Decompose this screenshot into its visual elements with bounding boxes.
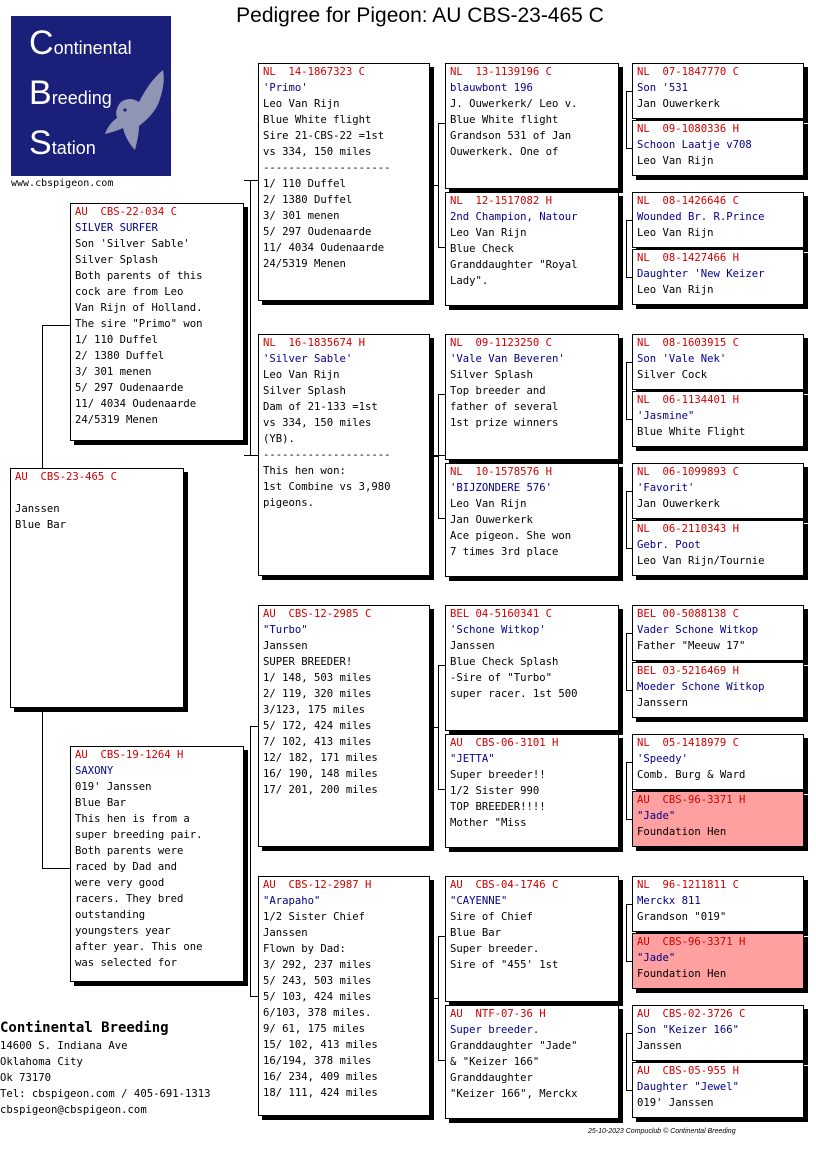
connector-line (244, 180, 258, 181)
info-line: Jan Ouwerkerk (637, 498, 720, 510)
pigeon-name: 'Jasmine" (637, 410, 695, 422)
ring-number: AU NTF-07-36 H (450, 1008, 546, 1020)
connector-line (250, 455, 258, 456)
ring-number: AU CBS-22-034 C (75, 206, 178, 218)
info-line: Top breeder and (450, 385, 546, 397)
info-line: Grandson 531 of Jan (450, 130, 572, 142)
pigeon-name: Son "Keizer 166" (637, 1024, 740, 1036)
great-grandparent-card (445, 1005, 619, 1119)
pigeon-name: Moeder Schone Witkop (637, 681, 765, 693)
connector-line (626, 220, 627, 277)
info-line: 11/ 4034 Oudenaarde (75, 398, 197, 410)
info-line: Jan Ouwerkerk (450, 514, 533, 526)
pigeon-name: Gebr. Poot (637, 539, 701, 551)
connector-line (430, 727, 438, 728)
info-line: 11/ 4034 Oudenaarde (263, 242, 385, 254)
ring-number: AU CBS-04-1746 C (450, 879, 559, 891)
grandparent-card (258, 63, 430, 301)
ring-number: AU CBS-02-3726 C (637, 1008, 746, 1020)
connector-line (438, 665, 439, 789)
pigeon-name: "Jade" (637, 810, 676, 822)
info-line: 2/ 1380 Duffel (75, 350, 165, 362)
info-line: 5/ 297 Oudenaarde (263, 226, 372, 238)
great-great-grandparent-card (632, 1062, 804, 1118)
ring-number: AU CBS-23-465 C (15, 471, 118, 483)
info-line: raced by Dad and (75, 861, 178, 873)
info-line: Van Rijn of Holland. (75, 302, 203, 314)
connector-line (438, 123, 445, 124)
info-line: 9/ 61, 175 miles (263, 1023, 366, 1035)
info-line: 3/ 301 menen (263, 210, 340, 222)
info-line: Both parents were (75, 845, 184, 857)
pigeon-name: Son '531 (637, 82, 689, 94)
info-line: super racer. 1st 500 (450, 688, 578, 700)
great-great-grandparent-card (632, 520, 804, 576)
pigeon-name: Wounded Br. R.Prince (637, 211, 765, 223)
info-line: Foundation Hen (637, 968, 727, 980)
info-line: 1/ 110 Duffel (75, 334, 158, 346)
connector-line (438, 936, 439, 1060)
connector-line (626, 904, 627, 961)
info-line: Granddaughter "Royal (450, 259, 578, 271)
ring-number: AU CBS-12-2987 H (263, 879, 372, 891)
logo-line-3: Station (29, 124, 96, 162)
grandparent-card (258, 605, 430, 847)
connector-line (430, 185, 438, 186)
great-great-grandparent-card (632, 334, 804, 390)
pigeon-name: Schoon Laatje v708 (637, 139, 752, 151)
info-line: Blue White flight (263, 114, 372, 126)
info-line: 1/ 110 Duffel (263, 178, 346, 190)
ring-number: NL 09-1080336 H (637, 123, 740, 135)
info-line: Silver Cock (637, 369, 708, 381)
info-line: Blue White Flight (637, 426, 746, 438)
info-line: Janssen (15, 503, 60, 515)
info-line: 1st Combine vs 3,980 (263, 481, 391, 493)
info-line: 1/2 Sister Chief (263, 911, 366, 923)
contact-line: 14600 S. Indiana Ave (0, 1040, 128, 1052)
info-line: -Sire of "Turbo" (450, 672, 553, 684)
info-line: Sire of Chief (450, 911, 533, 923)
info-line: 5/ 103, 424 miles (263, 991, 372, 1003)
logo (11, 16, 171, 176)
sire-card (70, 203, 244, 441)
info-line: vs 334, 150 miles (263, 146, 372, 158)
pigeon-name: Super breeder. (450, 1024, 540, 1036)
info-line (15, 485, 179, 501)
info-line: 24/5319 Menen (75, 414, 158, 426)
ring-number: BEL 00-5088138 C (637, 608, 740, 620)
info-line: Leo Van Rijn (450, 498, 527, 510)
connector-line (42, 325, 43, 468)
info-line: 12/ 182, 171 miles (263, 752, 378, 764)
info-line: Janssen (637, 1040, 682, 1052)
info-line: TOP BREEDER!!!! (450, 801, 546, 813)
page-title: Pedigree for Pigeon: AU CBS-23-465 C (236, 4, 604, 27)
info-line: 5/ 297 Oudenaarde (75, 382, 184, 394)
ring-number: AU CBS-96-3371 H (637, 936, 746, 948)
info-line: Ace pigeon. She won (450, 530, 572, 542)
connector-line (430, 456, 438, 457)
pigeon-name: Vader Schone Witkop (637, 624, 759, 636)
ring-number: AU CBS-96-3371 H (637, 794, 746, 806)
ring-number: NL 14-1867323 C (263, 66, 366, 78)
ring-number: NL 08-1603915 C (637, 337, 740, 349)
info-line: Ouwerkerk. One of (450, 146, 559, 158)
info-line: The sire "Primo" won (75, 318, 203, 330)
info-line: Foundation Hen (637, 826, 727, 838)
info-line: 3/ 292, 237 miles (263, 959, 372, 971)
subject-pigeon-card (10, 468, 184, 708)
ring-number: NL 09-1123250 C (450, 337, 553, 349)
connector-line (42, 868, 70, 869)
info-line: Leo Van Rijn (450, 227, 527, 239)
great-great-grandparent-card (632, 463, 804, 519)
ring-number: NL 05-1418979 C (637, 737, 740, 749)
connector-line (438, 394, 445, 395)
connector-line (438, 123, 439, 247)
ring-number: NL 06-1099893 C (637, 466, 740, 478)
info-line: Leo Van Rijn (637, 284, 714, 296)
connector-line (250, 180, 251, 455)
ring-number: NL 08-1427466 H (637, 252, 740, 264)
great-grandparent-card (445, 876, 619, 1002)
info-line: Super breeder!! (450, 769, 546, 781)
info-line: Blue Bar (75, 797, 127, 809)
ring-number: NL 13-1139196 C (450, 66, 553, 78)
dam-card (70, 746, 244, 982)
info-line: super breeding pair. (75, 829, 203, 841)
pigeon-name: "Arapaho" (263, 895, 321, 907)
pigeon-name: SAXONY (75, 765, 114, 777)
great-grandparent-card (445, 734, 619, 848)
great-great-grandparent-card (632, 734, 804, 790)
info-line: were very good (75, 877, 165, 889)
info-line: 5/ 172, 424 miles (263, 720, 372, 732)
info-line: Blue Bar (15, 519, 67, 531)
info-line: SUPER BREEDER! (263, 656, 353, 668)
great-grandparent-card (445, 63, 619, 189)
great-great-grandparent-card (632, 933, 804, 989)
info-line: pigeons. (263, 497, 315, 509)
ring-number: NL 12-1517082 H (450, 195, 553, 207)
pigeon-name: 'Schone Witkop' (450, 624, 546, 636)
info-line: father of several (450, 401, 559, 413)
info-line: This hen won: (263, 465, 346, 477)
org-name: Continental Breeding (0, 1020, 169, 1036)
pigeon-name: "CAYENNE" (450, 895, 508, 907)
connector-line (626, 491, 627, 548)
connector-line (438, 789, 445, 790)
info-line: 18/ 111, 424 miles (263, 1087, 378, 1099)
ring-number: NL 07-1847770 C (637, 66, 740, 78)
info-line: Silver Splash (450, 369, 533, 381)
info-line: 1/2 Sister 990 (450, 785, 540, 797)
info-line: cock are from Leo (75, 286, 184, 298)
info-line: 5/ 243, 503 miles (263, 975, 372, 987)
info-line: Father "Meeuw 17" (637, 640, 746, 652)
info-line: Janssen (263, 927, 308, 939)
info-line: vs 334, 150 miles (263, 417, 372, 429)
ring-number: NL 96-1211811 C (637, 879, 740, 891)
pigeon-name: blauwbont 196 (450, 82, 533, 94)
info-line: This hen is from a (75, 813, 190, 825)
connector-line (250, 726, 251, 996)
info-line: Comb. Burg & Ward (637, 769, 746, 781)
logo-line-1: Continental (29, 24, 132, 62)
info-line: Granddaughter "Jade" (450, 1040, 578, 1052)
ring-number: NL 08-1426646 C (637, 195, 740, 207)
info-line: 6/103, 378 miles. (263, 1007, 372, 1019)
contact-line: Ok 73170 (0, 1072, 52, 1084)
info-line: 019' Janssen (75, 781, 152, 793)
great-great-grandparent-card (632, 662, 804, 718)
pigeon-name: 'Favorit' (637, 482, 695, 494)
ring-number: AU CBS-05-955 H (637, 1065, 740, 1077)
info-line: Blue White flight (450, 114, 559, 126)
info-line: Leo Van Rijn (263, 98, 340, 110)
ring-number: AU CBS-12-2985 C (263, 608, 372, 620)
info-line: 1/ 148, 503 miles (263, 672, 372, 684)
pigeon-name: 2nd Champion, Natour (450, 211, 578, 223)
info-line: Super breeder. (450, 943, 540, 955)
great-great-grandparent-card (632, 120, 804, 176)
pigeon-name: Merckx 811 (637, 895, 701, 907)
info-line: outstanding (75, 909, 146, 921)
connector-line (626, 1033, 627, 1090)
great-grandparent-card (445, 605, 619, 731)
grandparent-card (258, 334, 430, 576)
pigeon-name: SILVER SURFER (75, 222, 158, 234)
connector-line (626, 633, 627, 690)
grandparent-card (258, 876, 430, 1116)
info-line: racers. They bred (75, 893, 184, 905)
info-line: 1st prize winners (450, 417, 559, 429)
pigeon-name: Son 'Vale Nek' (637, 353, 727, 365)
great-great-grandparent-card (632, 391, 804, 447)
info-line: 2/ 1380 Duffel (263, 194, 353, 206)
great-great-grandparent-card (632, 1005, 804, 1061)
pigeon-name: 'BIJZONDERE 576' (450, 482, 553, 494)
connector-line (626, 762, 627, 819)
connector-line (438, 936, 445, 937)
info-line: Blue Bar (450, 927, 502, 939)
great-great-grandparent-card (632, 249, 804, 305)
great-grandparent-card (445, 192, 619, 306)
connector-line (430, 998, 438, 999)
info-line: (YB). (263, 433, 295, 445)
ring-number: BEL 04-5160341 C (450, 608, 553, 620)
ring-number: NL 06-2110343 H (637, 523, 740, 535)
info-line: Sire 21-CBS-22 =1st (263, 130, 385, 142)
pigeon-icon (103, 68, 169, 158)
info-line: Janssen (263, 640, 308, 652)
info-line: after year. This one (75, 941, 203, 953)
great-grandparent-card (445, 334, 619, 460)
info-line: Jan Ouwerkerk (637, 98, 720, 110)
connector-line (438, 394, 439, 518)
info-line: Blue Check (450, 243, 514, 255)
info-line: Both parents of this (75, 270, 203, 282)
info-line: Leo Van Rijn/Tournie (637, 555, 765, 567)
connector-line (42, 708, 43, 868)
info-line: was selected for (75, 957, 178, 969)
info-line: Silver Splash (263, 385, 346, 397)
ring-number: BEL 03-5216469 H (637, 665, 740, 677)
info-line: Son 'Silver Sable' (75, 238, 190, 250)
info-line: -------------------- (263, 449, 391, 461)
info-line: 16/ 234, 409 miles (263, 1071, 378, 1083)
footer: 25-10-2023 Compuclub © Continental Breeding (588, 1128, 736, 1135)
connector-line (250, 726, 258, 727)
website-link[interactable]: www.cbspigeon.com (11, 178, 114, 189)
info-line: 3/ 301 menen (75, 366, 152, 378)
connector-line (626, 91, 627, 148)
info-line: Silver Splash (75, 254, 158, 266)
pigeon-name: 'Primo' (263, 82, 308, 94)
pigeon-name: 'Vale Van Beveren' (450, 353, 565, 365)
info-line: 24/5319 Menen (263, 258, 346, 270)
info-line: 17/ 201, 200 miles (263, 784, 378, 796)
info-line: 019' Janssen (637, 1097, 714, 1109)
connector-line (438, 247, 445, 248)
info-line: Grandson "019" (637, 911, 727, 923)
info-line: Janssern (637, 697, 689, 709)
ring-number: AU CBS-06-3101 H (450, 737, 559, 749)
info-line: 7 times 3rd place (450, 546, 559, 558)
contact-line[interactable]: cbspigeon@cbspigeon.com (0, 1104, 147, 1116)
pigeon-name: 'Silver Sable' (263, 353, 353, 365)
info-line: Mother "Miss (450, 817, 527, 829)
ring-number: AU CBS-19-1264 H (75, 749, 184, 761)
great-great-grandparent-card (632, 63, 804, 119)
great-great-grandparent-card (632, 605, 804, 661)
ring-number: NL 06-1134401 H (637, 394, 740, 406)
ring-number: NL 16-1835674 H (263, 337, 366, 349)
info-line: Granddaughter (450, 1072, 533, 1084)
info-line: 2/ 119, 320 miles (263, 688, 372, 700)
connector-line (438, 665, 445, 666)
pigeon-name: "Turbo" (263, 624, 308, 636)
info-line: Lady". (450, 275, 489, 287)
info-line: Leo Van Rijn (637, 227, 714, 239)
connector-line (250, 996, 258, 997)
great-great-grandparent-card (632, 192, 804, 248)
info-line: Blue Check Splash (450, 656, 559, 668)
info-line: 16/ 190, 148 miles (263, 768, 378, 780)
connector-line (42, 325, 70, 326)
info-line: 7/ 102, 413 miles (263, 736, 372, 748)
contact-block (0, 1018, 210, 1118)
info-line: "Keizer 166", Merckx (450, 1088, 578, 1100)
connector-line (438, 1060, 445, 1061)
info-line: Leo Van Rijn (637, 155, 714, 167)
pigeon-name: Daughter 'New Keizer (637, 268, 765, 280)
info-line: Dam of 21-133 =1st (263, 401, 378, 413)
info-line: Flown by Dad: (263, 943, 346, 955)
pigeon-name: Daughter "Jewel" (637, 1081, 740, 1093)
contact-line[interactable]: Tel: cbspigeon.com / 405-691-1313 (0, 1088, 211, 1100)
info-line: 15/ 102, 413 miles (263, 1039, 378, 1051)
connector-line (626, 362, 627, 419)
logo-line-2: Breeding (29, 74, 112, 112)
info-line: 3/123, 175 miles (263, 704, 366, 716)
info-line: & "Keizer 166" (450, 1056, 540, 1068)
pigeon-name: "Jade" (637, 952, 676, 964)
great-great-grandparent-card (632, 876, 804, 932)
contact-line: Oklahoma City (0, 1056, 83, 1068)
info-line: youngsters year (75, 925, 171, 937)
info-line: Sire of "455' 1st (450, 959, 559, 971)
info-line: J. Ouwerkerk/ Leo v. (450, 98, 578, 110)
great-great-grandparent-card (632, 791, 804, 847)
great-grandparent-card (445, 463, 619, 577)
connector-line (438, 518, 445, 519)
info-line: Leo Van Rijn (263, 369, 340, 381)
pigeon-name: "JETTA" (450, 753, 495, 765)
info-line: -------------------- (263, 162, 391, 174)
pigeon-name: 'Speedy' (637, 753, 689, 765)
info-line: 16/194, 378 miles (263, 1055, 372, 1067)
info-line: Janssen (450, 640, 495, 652)
ring-number: NL 10-1578576 H (450, 466, 553, 478)
